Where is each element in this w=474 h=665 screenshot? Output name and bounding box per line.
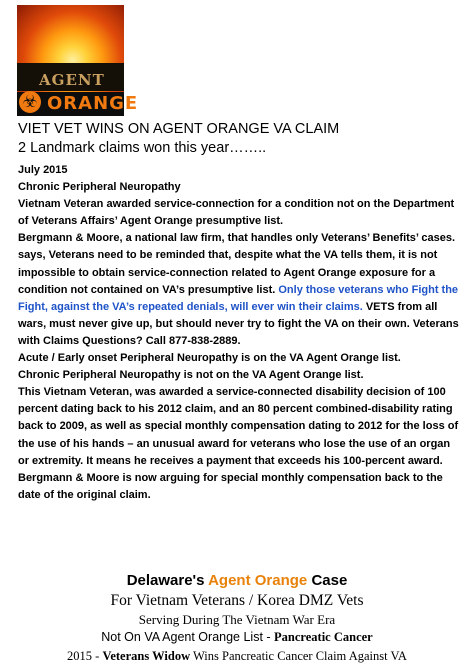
- paragraph-award: Vietnam Veteran awarded service-connection for a condition not on the Department of Veterans Affairs’ Agent Orange presumptive list.: [18, 198, 455, 228]
- footer-line-2: For Vietnam Veterans / Korea DMZ Vets: [110, 592, 364, 609]
- article-date: July 2015: [18, 164, 68, 176]
- footer-line-1-start: Delaware's: [126, 572, 209, 589]
- article-subheading: 2 Landmark claims won this year……..: [18, 140, 267, 156]
- paragraph-chronic: Chronic Peripheral Neuropathy is not on the VA Agent Orange list.: [18, 369, 364, 382]
- footer-line-1-end: Case: [307, 572, 348, 589]
- footer-line-3: Serving During The Vietnam War Era: [138, 612, 336, 627]
- footer-line-4: [0, 628, 474, 647]
- article-heading: VIET VET WINS ON AGENT ORANGE VA CLAIM: [18, 121, 340, 137]
- logo-top-word: AGENT: [39, 71, 105, 89]
- highlight-text: Only those veterans who Fight the Fight, against the VA’s repeated denials, will ever win their claims.: [18, 283, 459, 313]
- law-firm-text: Bergmann & Moore, a national law firm, that handles only Veterans’ Benefits’ cases. says, Veterans need to be reminded that, despite what the VA tells them, it is not impossible to obtain service-connection related to Agent Orange exposure for a condition not contained on VA’s presumptive list.: [18, 232, 456, 296]
- footer-line-5-end: Wins Pancreatic Cancer Claim Against VA: [190, 649, 407, 663]
- claims-call-text: VETS from all wars, must never give up, but should never try to fight the VA on their own. Veterans with Claims Questions? Call 877-838-2889.: [18, 300, 459, 347]
- article-body: [18, 162, 460, 504]
- logo-bottom-word: ORANGE: [47, 93, 139, 114]
- paragraph-acute: Acute / Early onset Peripheral Neuropathy is on the VA Agent Orange list.: [18, 352, 401, 365]
- footer-line-5-start: 2015 -: [67, 649, 103, 663]
- footer-pancreatic-cancer: Pancreatic Cancer: [274, 630, 373, 644]
- footer-line-1: [0, 571, 474, 591]
- footer-agent-orange: Agent Orange: [208, 572, 308, 589]
- paragraph-decision: This Vietnam Veteran, was awarded a service-connected disability decision of 100 percent dating back to his 2012 claim, and an 80 percent combined-disability rating back to 2009, as well as special monthly compensation dating to 2012 for the loss of the use of his hands – an unusual award for veterans who lose the use of an organ or extremity. It means he receives a payment that exceeds his 100-percent award. Bergmann & Moore is now arguing for special monthly compensation back to the date of the original claim.: [18, 386, 459, 501]
- agent-orange-logo: [17, 5, 139, 116]
- footer-block: [0, 571, 474, 665]
- condition-title: Chronic Peripheral Neuropathy: [18, 181, 181, 194]
- paragraph-law-firm: [18, 230, 460, 350]
- footer-line-4-start: Not On VA Agent Orange List -: [101, 630, 275, 644]
- biohazard-icon: ☣: [19, 91, 41, 113]
- footer-line-5: [0, 647, 474, 665]
- footer-veterans-widow: Veterans Widow: [102, 649, 191, 663]
